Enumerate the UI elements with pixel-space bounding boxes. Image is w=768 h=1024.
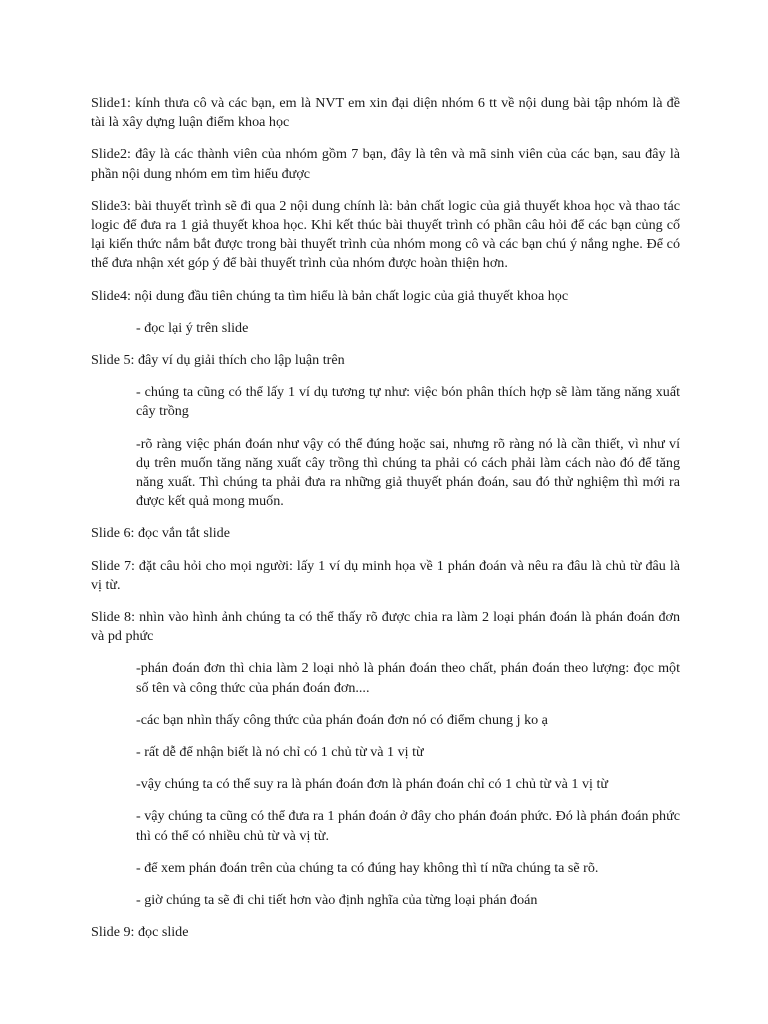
bullet-slide-5-example: - chúng ta cũng có thể lấy 1 ví dụ tương tự như: việc bón phân thích hợp sẽ làm tăng năng xuất cây trồng [136, 384, 680, 420]
paragraph-slide-3: Slide3: bài thuyết trình sẽ đi qua 2 nội dung chính là: bản chất logic của giả thuyết khoa học và thao tác logic để đưa ra 1 giả thuyết khoa học. Khi kết thúc bài thuyết trình có phần câu hỏi để các bạn củng cố lại kiến thức nắm bắt được trong bài thuyết trình của nhóm mong cô và các bạn chú ý nắng nghe. Để có thể đưa nhận xét góp ý để bài thuyết trình của nhóm được hoàn thiện hơn. [91, 197, 680, 272]
bullet-slide-8-verify: - để xem phán đoán trên của chúng ta có đúng hay không thì tí nữa chúng ta sẽ rõ. [136, 859, 599, 876]
paragraph-slide-7: Slide 7: đặt câu hỏi cho mọi người: lấy 1 ví dụ minh họa về 1 phán đoán và nêu ra đâu là chủ từ đâu là vị từ. [91, 557, 680, 593]
bullet-slide-8-complex: - vậy chúng ta cũng có thể đưa ra 1 phán đoán ở đây cho phán đoán phức. Đó là phán đoán phức thì có thể có nhiều chủ từ và vị từ. [136, 808, 680, 844]
bullet-slide-8-answer: - rất dễ để nhận biết là nó chỉ có 1 chủ từ và 1 vị từ [136, 744, 424, 761]
paragraph-slide-6: Slide 6: đọc vắn tắt slide [91, 525, 230, 542]
bullet-slide-8-simple: -phán đoán đơn thì chia làm 2 loại nhỏ là phán đoán theo chất, phán đoán theo lượng: đọc một số tên và công thức của phán đoán đơn.... [136, 660, 680, 696]
paragraph-slide-8: Slide 8: nhìn vào hình ảnh chúng ta có thể thấy rõ được chia ra làm 2 loại phán đoán là phán đoán đơn và pd phức [91, 609, 680, 645]
paragraph-slide-9: Slide 9: đọc slide [91, 924, 189, 941]
bullet-slide-8-detail: - giờ chúng ta sẽ đi chi tiết hơn vào định nghĩa của từng loại phán đoán [136, 892, 538, 909]
bullet-slide-4-note: - đọc lại ý trên slide [136, 319, 249, 336]
paragraph-slide-1: Slide1: kính thưa cô và các bạn, em là NVT em xin đại diện nhóm 6 tt về nội dung bài tập nhóm là đề tài là xây dựng luận điểm khoa học [91, 95, 680, 131]
bullet-slide-8-conclusion: -vậy chúng ta có thể suy ra là phán đoán đơn là phán đoán chỉ có 1 chủ từ và 1 vị từ [136, 776, 609, 793]
bullet-slide-5-explanation: -rõ ràng việc phán đoán như vậy có thể đúng hoặc sai, nhưng rõ ràng nó là cần thiết, vì như ví dụ trên muốn tăng năng xuất cây trồng thì chúng ta phải có cách phải làm cách nào đó để tăng năng xuất. Thì chúng ta phải đưa ra những giả thuyết phán đoán, sau đó thử nghiệm thì mới ra được kết quả mong muốn. [136, 435, 680, 510]
paragraph-slide-2: Slide2: đây là các thành viên của nhóm gồm 7 bạn, đây là tên và mã sinh viên của các bạn, sau đây là phần nội dung nhóm em tìm hiểu được [91, 146, 680, 182]
paragraph-slide-5: Slide 5: đây ví dụ giải thích cho lập luận trên [91, 352, 345, 369]
paragraph-slide-4: Slide4: nội dung đầu tiên chúng ta tìm hiểu là bản chất logic của giả thuyết khoa học [91, 287, 569, 304]
bullet-slide-8-question: -các bạn nhìn thấy công thức của phán đoán đơn nó có điểm chung j ko ạ [136, 711, 548, 728]
